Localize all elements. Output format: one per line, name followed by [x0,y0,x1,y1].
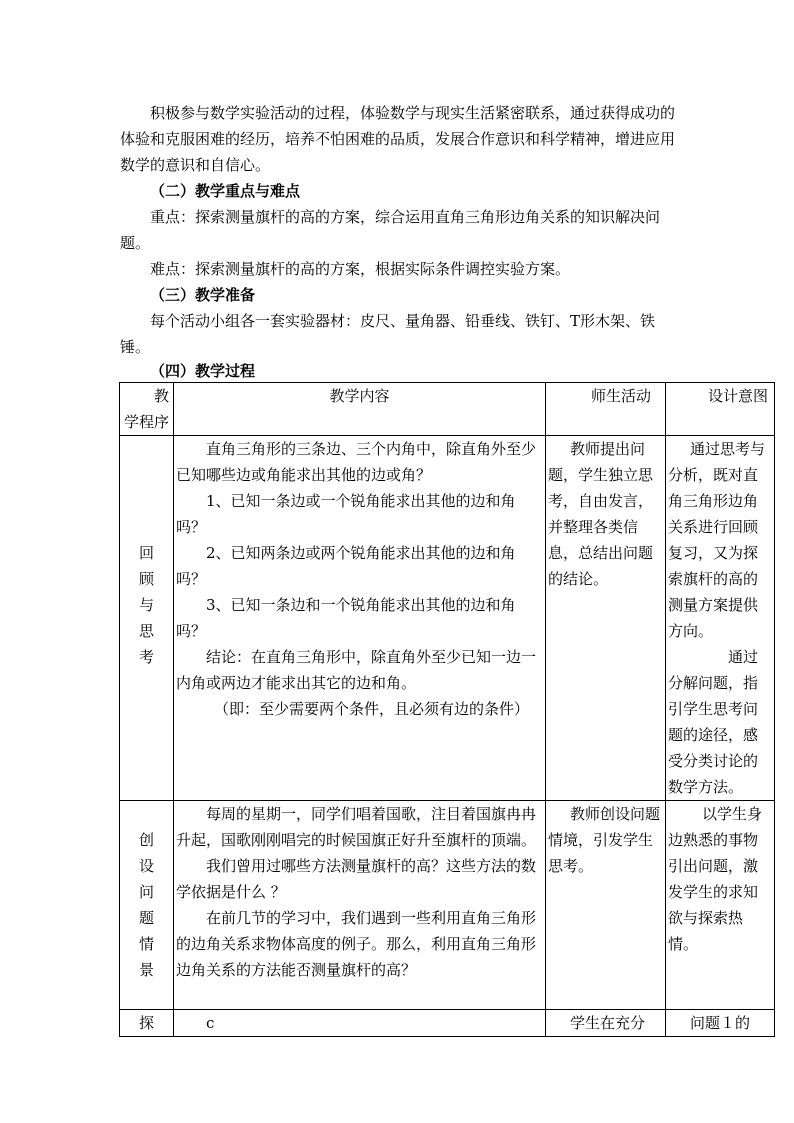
content-line: 2、已知两条边或两个锐角能求出其他的边和角吗？ [176,544,516,588]
stage-char: 景 [138,961,154,979]
table-header-row [120,383,775,436]
section-heading-key-points: （二）教学重点与难点 [150,182,301,200]
materials-text: 每个活动小组各一套实验器材：皮尺、量角器、铅垂线、铁钉、T形木架、铁锤。 [120,312,656,356]
activity-review [546,436,666,801]
stage-char: 顾 [138,570,154,588]
stage-char: 回 [138,544,154,562]
header-step-line1: 教 [153,387,169,405]
stage-char: 问 [138,883,154,901]
intent-review [666,436,775,801]
header-intent: 设计意图 [666,383,775,436]
intro-paragraph: 积极参与数学实验活动的过程，体验数学与现实生活紧密联系，通过获得成功的体验和克服困难的经历，培养不怕困难的品质，发展合作意识和科学精神，增进应用数学的意识和自信心。 [120,104,676,174]
table-row [120,436,775,801]
stage-char: 与 [138,596,154,614]
stage-char: 情 [138,935,154,953]
stage-char: 探 [138,1014,154,1032]
section-heading-preparation: （三）教学准备 [150,286,256,304]
table-row [120,1010,775,1037]
content-line: 3、已知一条边和一个锐角能求出其他的边和角吗？ [176,596,516,640]
activity-explore [546,1010,666,1037]
header-activity: 师生活动 [546,383,666,436]
intent-text: 通过思考与分析，既对直角三角形边角关系进行回顾复习，又为探索旗杆的高的测量方案提供方向。 [668,440,766,640]
activity-text: 教师提出问题，学生独立思考，自由发言，并整理各类信息，总结出问题的结论。 [548,440,654,588]
content-scenario [174,801,546,1010]
stage-char: 考 [138,648,154,666]
header-step [120,383,174,436]
stage-explore [120,1010,174,1037]
header-content: 教学内容 [174,383,546,436]
content-line: 结论：在直角三角形中，除直角外至少已知一边一内角或两边才能求出其它的边和角。 [176,648,537,692]
stage-char: 设 [138,857,154,875]
intent-text: 以学生身边熟悉的事物引出问题，激发学生的求知欲与探索热情。 [668,805,763,953]
key-point-text: 重点：探索测量旗杆的高的方案，综合运用直角三角形边角关系的知识解决问题。 [120,208,661,252]
difficulty-text: 难点：探索测量旗杆的高的方案，根据实际条件调控实验方案。 [150,260,571,278]
content-line: 我们曾用过哪些方法测量旗杆的高？这些方法的数学依据是什么 ？ [176,857,537,901]
intent-text: 通过分解问题，指引学生思考问题的途径，感受分类讨论的数学方法。 [668,648,759,796]
content-line: 每周的星期一，同学们唱着国歌，注目着国旗冉冉升起，国歌刚刚唱完的时候国旗正好升至旗杆的顶端。 [176,805,537,849]
stage-review [120,436,174,801]
content-line: 1、已知一条边或一个锐角能求出其他的边和角吗？ [176,492,516,536]
header-step-line2: 学程序 [123,413,169,431]
section-heading-process: （四）教学过程 [150,362,256,380]
stage-char: 创 [138,831,154,849]
intent-text: 问题１的 [690,1014,751,1032]
intent-explore [666,1010,775,1037]
stage-scenario [120,801,174,1010]
activity-text: 教师创设问题情境，引发学生思考。 [548,805,661,875]
content-explore [174,1010,546,1037]
activity-scenario [546,801,666,1010]
content-line: 直角三角形的三条边、三个内角中，除直角外至少已知哪些边或角能求出其他的边或角？ [176,440,537,484]
lesson-process-table [119,382,775,1037]
activity-text: 学生在充分 [570,1014,646,1032]
content-review [174,436,546,801]
stage-char: 题 [138,909,154,927]
stage-char: 思 [138,622,154,640]
content-line: 在前几节的学习中，我们遇到一些利用直角三角形的边角关系求物体高度的例子。那么，利用直角三角形边角关系的方法能否测量旗杆的高？ [176,909,537,979]
content-line: （即：至少需要两个条件，且必须有边的条件） [214,700,530,718]
table-row [120,801,775,1010]
content-line: c [206,1014,215,1032]
intent-scenario [666,801,775,1010]
